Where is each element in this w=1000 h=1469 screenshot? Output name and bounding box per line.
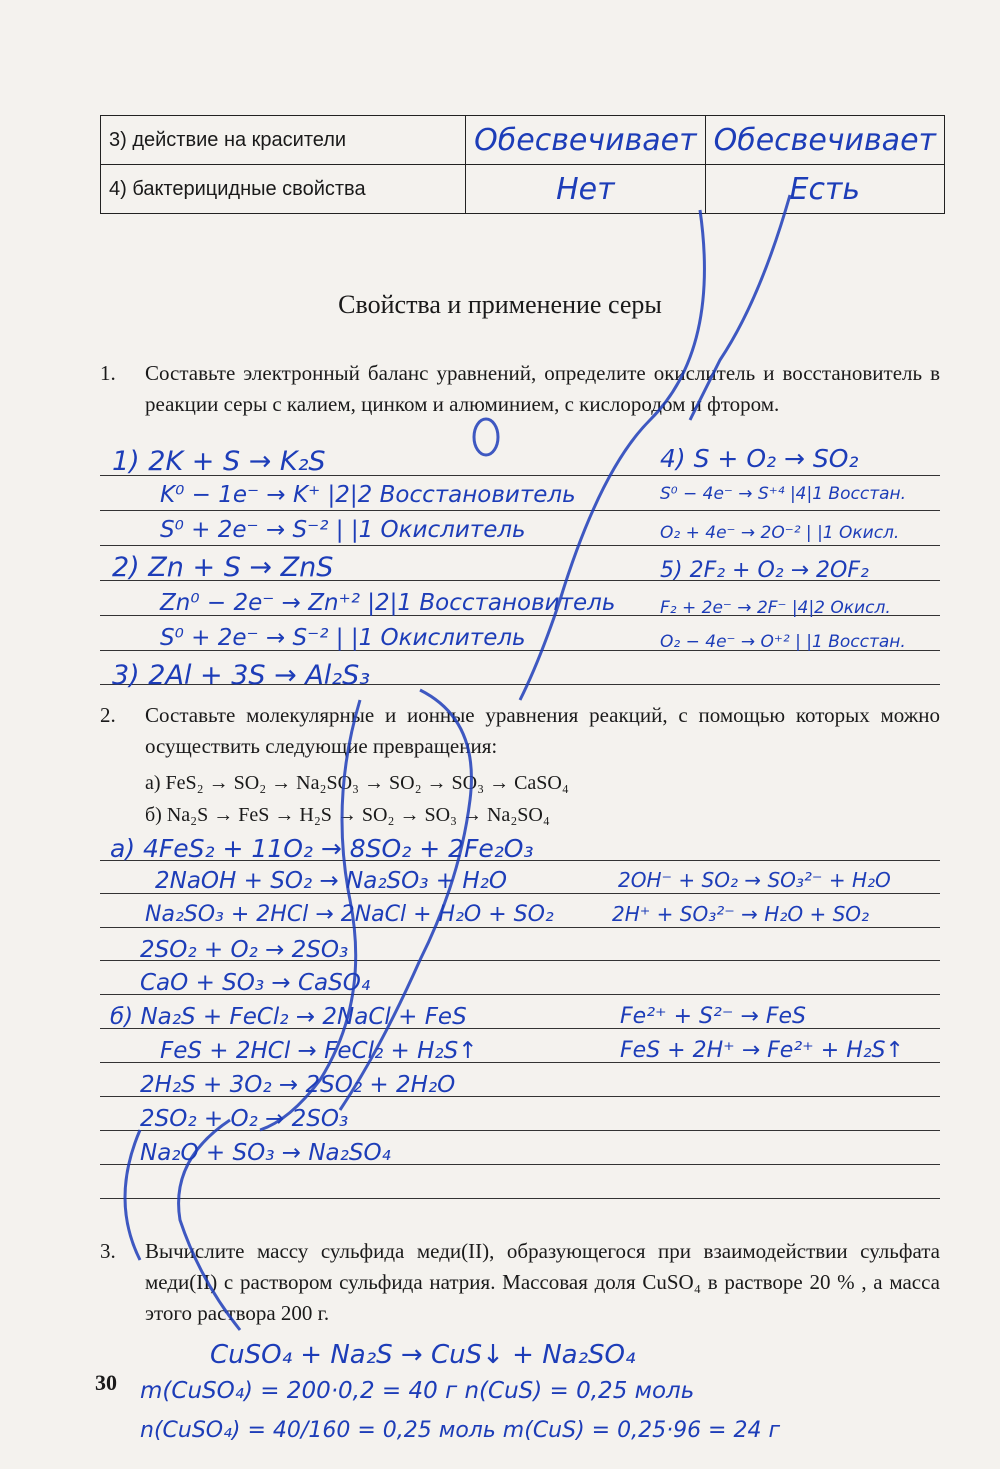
handwritten-line: 2H⁺ + SO₃²⁻ → H₂O + SO₂ [612, 902, 870, 926]
handwritten-line: 4) S + O₂ → SO₂ [660, 444, 859, 473]
handwritten-line: 2SO₂ + O₂ → 2SO₃ [140, 937, 349, 963]
handwritten-line: Fe²⁺ + S²⁻ → FeS [620, 1004, 807, 1029]
answer-rule [100, 927, 940, 928]
handwritten-line: 2) Zn + S → ZnS [112, 552, 334, 583]
handwritten-line: m(CuSO₄) = 200·0,2 = 40 г n(CuS) = 0,25 моль [140, 1378, 695, 1404]
handwritten-line: Zn⁰ − 2e⁻ → Zn⁺² |2|1 Восстановитель [160, 590, 616, 616]
answer-rule [100, 545, 940, 546]
table-cell-label: 4) бактерицидные свойства [101, 165, 466, 214]
handwritten-line: O₂ + 4e⁻ → 2O⁻² | |1 Окисл. [660, 523, 900, 543]
handwritten-line: FeS + 2HCl → FeCl₂ + H₂S↑ [160, 1038, 478, 1064]
handwritten-line: Na₂O + SO₃ → Na₂SO₄ [140, 1140, 391, 1166]
task-2 [100, 700, 940, 762]
page-number: 30 [95, 1370, 117, 1395]
answer-rule [100, 1198, 940, 1199]
handwritten-line: S⁰ + 2e⁻ → S⁻² | |1 Окислитель [160, 625, 526, 651]
transformation-chain-b: б) Na₂S → FeS → H₂S → SO₂ → SO₃ → Na₂SO₄ [145, 804, 550, 826]
handwritten-line: CuSO₄ + Na₂S → CuS↓ + Na₂SO₄ [210, 1340, 636, 1370]
answer-rule [100, 510, 940, 511]
task-text: Составьте молекулярные и ионные уравнения реакций, с помощью которых можно осуществить следующие превращения: [145, 703, 940, 758]
handwritten-line: 3) 2Al + 3S → Al₂S₃ [112, 660, 371, 691]
handwritten-line: 2SO₂ + O₂ → 2SO₃ [140, 1106, 349, 1132]
handwritten-line: б) Na₂S + FeCl₂ → 2NaCl + FeS [110, 1004, 467, 1030]
task-number: 2. [100, 703, 116, 727]
handwritten-line: 2H₂S + 3O₂ → 2SO₂ + 2H₂O [140, 1072, 456, 1098]
handwritten-line: 2OH⁻ + SO₂ → SO₃²⁻ + H₂O [618, 868, 891, 892]
task-text: Составьте электронный баланс уравнений, определите окислитель и восстановитель в реакции серы с калием, цинком и алюминием, с кислородом и фтором. [145, 361, 940, 416]
task-number: 1. [100, 361, 116, 385]
handwritten-line: F₂ + 2e⁻ → 2F⁻ |4|2 Окисл. [660, 598, 891, 618]
handwritten-line: S⁰ + 2e⁻ → S⁻² | |1 Окислитель [160, 517, 526, 543]
table-row [101, 116, 945, 165]
table-cell-label: 3) действие на красители [101, 116, 466, 165]
table-row [101, 165, 945, 214]
properties-table [100, 115, 945, 214]
handwritten-line: S⁰ − 4e⁻ → S⁺⁴ |4|1 Восстан. [660, 484, 907, 504]
handwritten-line: 1) 2K + S → K₂S [112, 446, 326, 477]
handwritten-line: O₂ − 4e⁻ → O⁺² | |1 Восстан. [660, 632, 906, 652]
handwritten-line: CaO + SO₃ → CaSO₄ [140, 970, 371, 996]
handwritten-line: 2NaOH + SO₂ → Na₂SO₃ + H₂O [155, 868, 507, 894]
task-number: 3. [100, 1239, 116, 1263]
table-cell-answer: Обесвечивает [466, 116, 705, 165]
table-cell-answer: Есть [705, 165, 944, 214]
task-3 [100, 1236, 940, 1329]
handwritten-line: а) 4FeS₂ + 11O₂ → 8SO₂ + 2Fe₂O₃ [110, 834, 534, 863]
table-cell-answer: Нет [466, 165, 705, 214]
handwritten-line: FeS + 2H⁺ → Fe²⁺ + H₂S↑ [620, 1038, 904, 1063]
section-heading: Свойства и применение серы [338, 290, 662, 319]
handwritten-line: K⁰ − 1e⁻ → K⁺ |2|2 Восстановитель [160, 482, 576, 508]
handwritten-line: n(CuSO₄) = 40/160 = 0,25 моль m(CuS) = 0,25·96 = 24 г [140, 1418, 781, 1443]
transformation-chain-a: а) FeS₂ → SO₂ → Na₂SO₃ → SO₂ → SO₃ → CaSO₄ [145, 772, 569, 794]
handwritten-line: Na₂SO₃ + 2HCl → 2NaCl + H₂O + SO₂ [145, 902, 554, 927]
table-cell-answer: Обесвечивает [705, 116, 944, 165]
task-1 [100, 358, 940, 420]
handwritten-line: 5) 2F₂ + O₂ → 2OF₂ [660, 558, 869, 583]
task-text: Вычислите массу сульфида меди(II), образующегося при взаимодействии сульфата меди(II) с раствором сульфида натрия. Массовая доля CuSO₄ в растворе 20 % , а масса этого раствора 200 г. [145, 1239, 940, 1325]
